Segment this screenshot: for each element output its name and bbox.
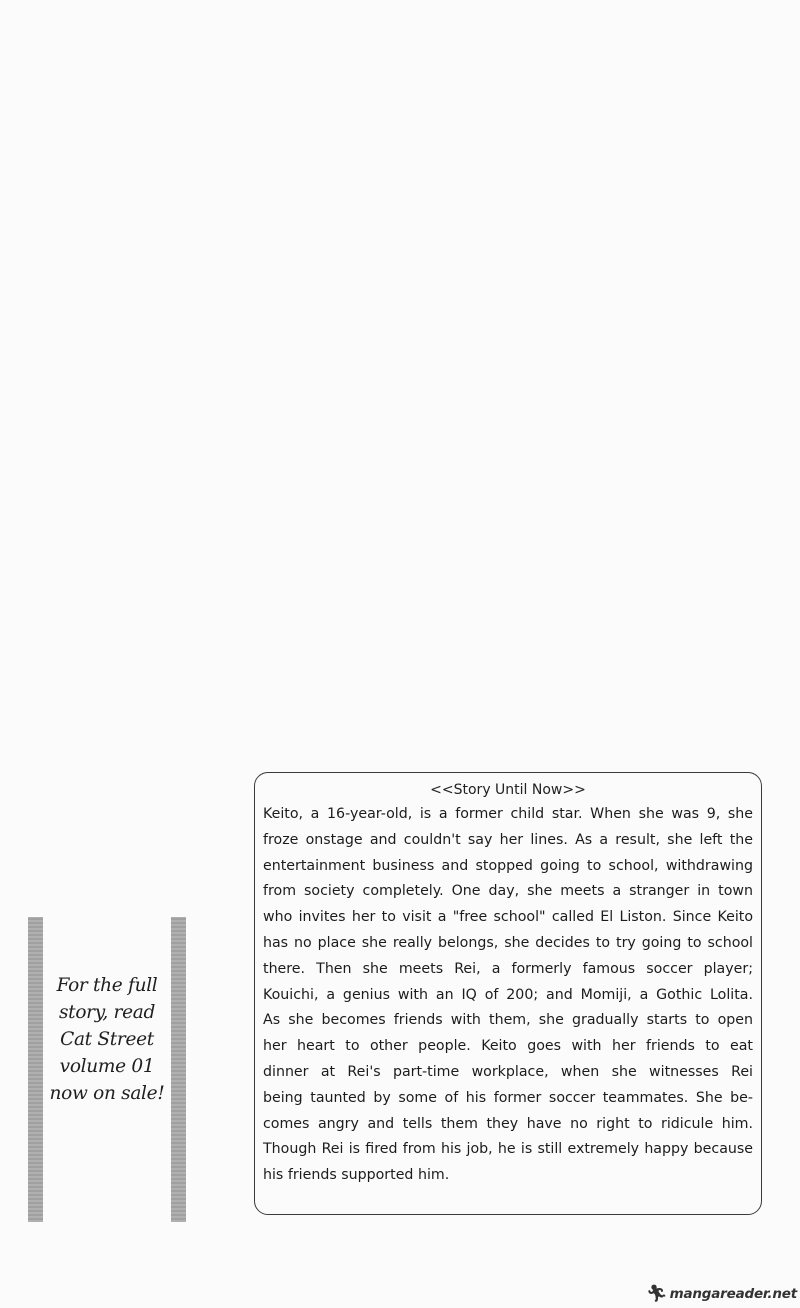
story-body xyxy=(263,802,753,1189)
story-line: there. Then she meets Rei, a formerly famous soccer player; xyxy=(263,960,753,977)
promo-line: Cat Street xyxy=(60,1029,154,1050)
story-line: froze onstage and couldn't say her lines. As a result, she left the xyxy=(263,831,753,848)
watermark-text[interactable]: mangareader.net xyxy=(669,1286,797,1302)
promo-line: story, read xyxy=(58,1002,156,1023)
story-line: Keito, a 16-year-old, is a former child star. When she was 9, she xyxy=(263,806,753,822)
promo-line: now on sale! xyxy=(49,1083,165,1104)
promo-text xyxy=(46,972,168,1107)
story-line: comes angry and tells them they have no right to ridicule him. xyxy=(263,1115,753,1132)
story-line: her heart to other people. Keito goes with her friends to eat xyxy=(263,1038,753,1055)
story-line: being taunted by some of his former soccer teammates. She be- xyxy=(263,1089,753,1106)
story-line: has no place she really belongs, she decides to try going to school xyxy=(263,934,753,951)
story-line: who invites her to visit a "free school" called El Liston. Since Keito xyxy=(263,909,753,926)
story-line: As she becomes friends with them, she gradually starts to open xyxy=(263,1012,753,1029)
decorative-bar-left xyxy=(28,917,43,1222)
story-line: his friends supported him. xyxy=(263,1167,450,1184)
story-line: Kouichi, a genius with an IQ of 200; and Momiji, a Gothic Lolita. xyxy=(263,986,753,1003)
story-summary-box xyxy=(254,772,762,1215)
story-title: <<Story Until Now>> xyxy=(430,782,586,798)
story-line: from society completely. One day, she meets a stranger in town xyxy=(263,883,753,900)
running-figure-icon: 🏃︎ xyxy=(646,1284,668,1304)
promo-line: For the full xyxy=(56,975,158,996)
decorative-bar-right xyxy=(171,917,186,1222)
story-line: Though Rei is fired from his job, he is still extremely happy because xyxy=(263,1141,753,1158)
watermark[interactable] xyxy=(646,1283,796,1305)
promo-line: volume 01 xyxy=(59,1056,155,1077)
story-line: entertainment business and stopped going to school, withdrawing xyxy=(263,857,753,874)
story-line: dinner at Rei's part-time workplace, when she witnesses Rei xyxy=(263,1063,753,1080)
